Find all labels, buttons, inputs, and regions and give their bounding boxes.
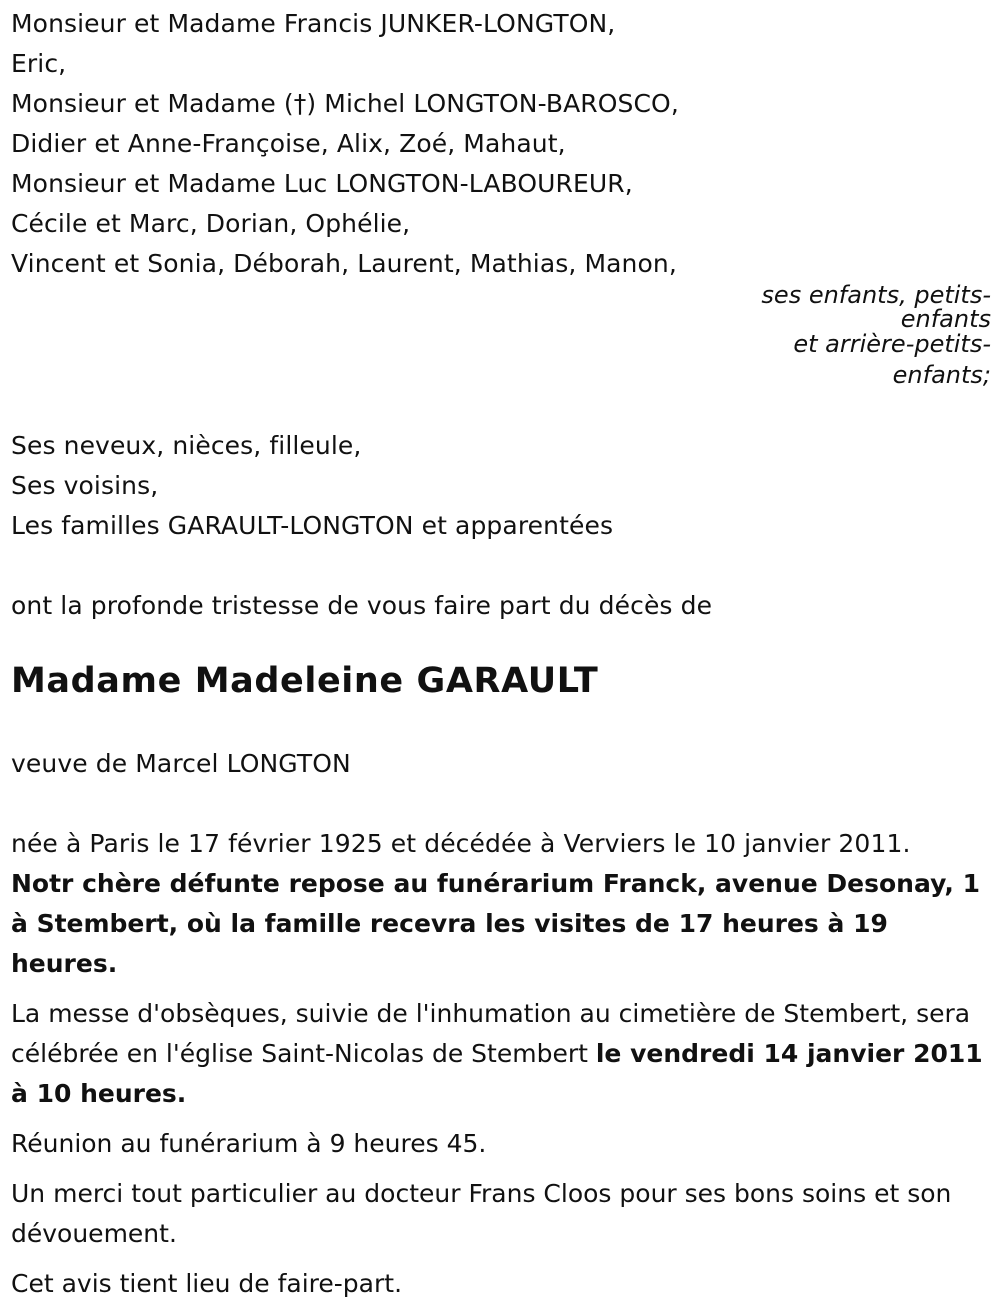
closing-note: Cet avis tient lieu de faire-part.: [11, 1269, 403, 1298]
birth-death: née à Paris le 17 février 1925 et décédée à Verviers le 10 janvier 2011.: [11, 829, 911, 858]
thanks-note: Un merci tout particulier au docteur Frans Cloos pour ses bons soins et son dévouement.: [11, 1179, 952, 1248]
family-line: Monsieur et Madame Francis JUNKER-LONGTON,: [11, 9, 616, 38]
other-family-line: Ses voisins,: [11, 471, 159, 500]
family-line: Monsieur et Madame Luc LONGTON-LABOUREUR,: [11, 169, 633, 198]
family-list: [11, 4, 991, 284]
other-family-line: Les familles GARAULT-LONGTON et apparentées: [11, 511, 614, 540]
deceased-name: Madame Madeleine GARAULT: [11, 661, 599, 701]
funeral-home-info: Notr chère défunte repose au funérarium Franck, avenue Desonay, 1 à Stembert, où la famille recevra les visites de 17 heures à 19 heures.: [11, 869, 981, 978]
obituary-notice: [11, 4, 991, 1304]
relation-line: enfants: [900, 305, 991, 333]
relation-line: et arrière-petits-: [793, 330, 991, 358]
family-line: Didier et Anne-Françoise, Alix, Zoé, Mahaut,: [11, 129, 566, 158]
family-line: Vincent et Sonia, Déborah, Laurent, Mathias, Manon,: [11, 249, 677, 278]
other-family-line: Ses neveux, nièces, filleule,: [11, 431, 362, 460]
widow-of: veuve de Marcel LONGTON: [11, 749, 351, 778]
meeting-info: Réunion au funérarium à 9 heures 45.: [11, 1129, 487, 1158]
mass-text: La messe d'obsèques, suivie de l'inhumation au cimetière de Stembert, sera célébrée en l'église Saint-Nicolas de Stembert: [11, 999, 971, 1068]
announcement-intro: ont la profonde tristesse de vous faire part du décès de: [11, 591, 713, 620]
mass-info: [11, 994, 986, 1114]
family-line: Cécile et Marc, Dorian, Ophélie,: [11, 209, 411, 238]
relation-line: ses enfants, petits-: [761, 281, 991, 309]
family-line: Monsieur et Madame (†) Michel LONGTON-BAROSCO,: [11, 89, 679, 118]
relation-line: enfants;: [892, 361, 991, 389]
mass-date: le vendredi 14 janvier 2011 à 10 heures.: [11, 1039, 983, 1108]
other-family-list: [11, 426, 991, 546]
family-line: Eric,: [11, 49, 67, 78]
relation-block: [11, 270, 991, 426]
